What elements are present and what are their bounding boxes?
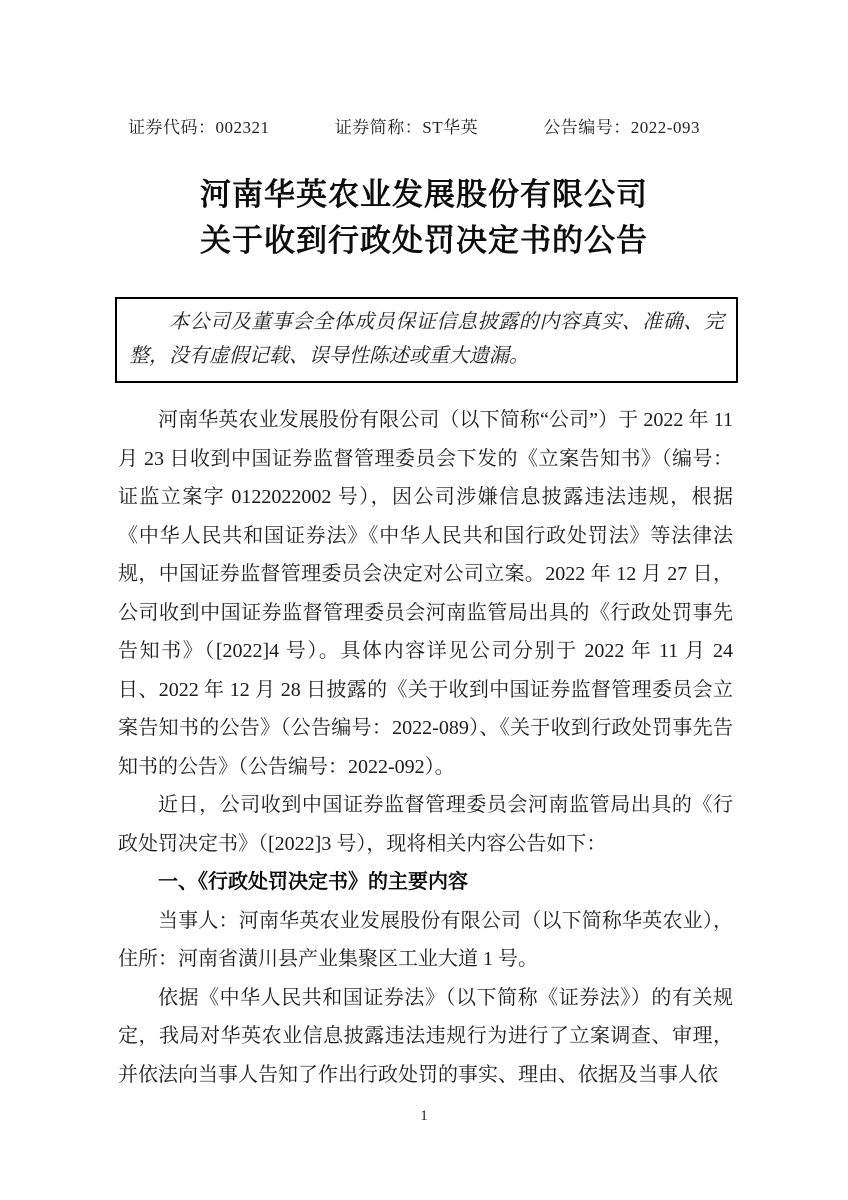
document-title-line2: 关于收到行政处罚决定书的公告 — [200, 223, 648, 258]
document-title-line1: 河南华英农业发展股份有限公司 — [200, 177, 648, 212]
securities-header-row — [128, 113, 700, 138]
body-paragraph-basis: 依据《中华人民共和国证券法》（以下简称《证券法》）的有关规定，我局对华英农业信息披露违法违规行为进行了立案调查、审理，并依法向当事人告知了作出行政处罚的事实、理由、依据及当事人依 — [118, 986, 733, 1086]
stock-short-name: 证券简称：ST华英 — [334, 118, 479, 137]
page-number: 1 — [420, 1108, 428, 1124]
body-paragraph-intro: 河南华英农业发展股份有限公司（以下简称“公司”）于 2022 年 11 月 23 日收到中国证券监督管理委员会下发的《立案告知书》（编号：证监立案字 0122022002 号），因公司涉嫌信息披露违法违规，根据《中华人民共和国证券法》《中华人民共和国行政处罚法》等法律法规，中国证券监督管理委员会决定对公司立案。2022 年 12 月 27 日，公司收到中国证券监督管理委员会河南监管局出具的《行政处罚事先告知书》（[2022]4 号）。具体内容详见公司分别于 2022 年 11 月 24 日、2022 年 12 月 28 日披露的《关于收到中国证券监督管理委员会立案告知书的公告》（公告编号：2022-089）、《关于收到行政处罚事先告知书的公告》（公告编号：2022-092）。 — [118, 409, 733, 778]
body-paragraph-recent: 近日，公司收到中国证券监督管理委员会河南监管局出具的《行政处罚决定书》（[2022]3 号），现将相关内容公告如下： — [118, 794, 733, 855]
disclaimer-text: 本公司及董事会全体成员保证信息披露的内容真实、准确、完整，没有虚假记载、误导性陈述或重大遗漏。 — [129, 311, 724, 367]
body-paragraph-party: 当事人：河南华英农业发展股份有限公司（以下简称华英农业），住所：河南省潢川县产业集聚区工业大道 1 号。 — [118, 909, 733, 970]
document-title — [0, 172, 848, 264]
section-heading-main-content: 一、《行政处罚决定书》的主要内容 — [158, 871, 468, 893]
disclaimer-box — [115, 297, 738, 383]
stock-code: 证券代码：002321 — [128, 118, 270, 137]
announcement-body — [118, 401, 733, 1094]
announcement-number: 公告编号：2022-093 — [543, 118, 700, 137]
